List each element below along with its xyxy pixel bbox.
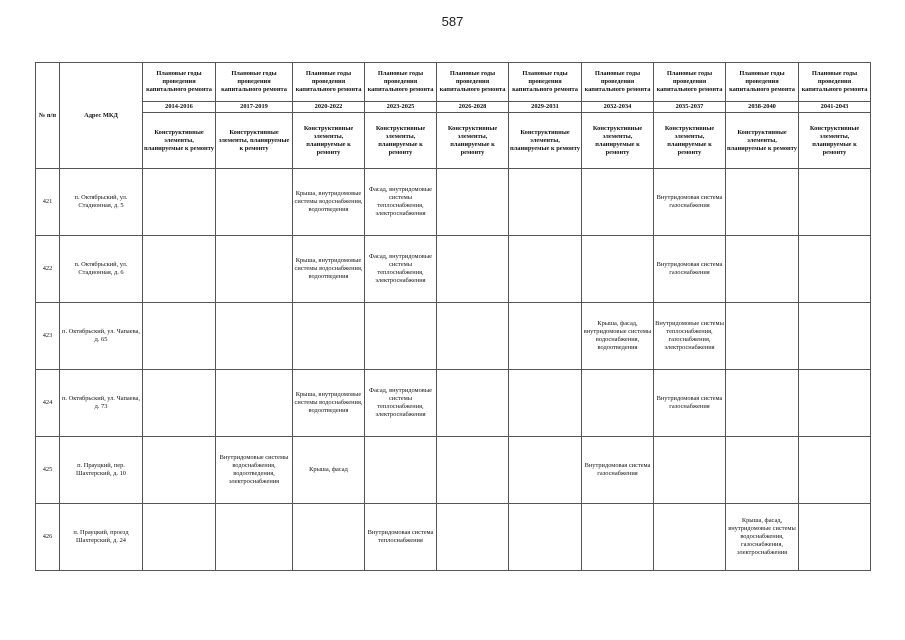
repair-elements-cell — [143, 504, 216, 571]
repair-elements-cell — [437, 169, 509, 236]
repair-elements-cell: Внутридомовые системы теплоснабжения, газоснабжения, электроснабжения — [654, 303, 726, 370]
repair-elements-cell: Внутридомовая система газоснабжения — [654, 169, 726, 236]
header-period-title: Плановые годы проведения капитального ремонта — [216, 63, 293, 102]
repair-elements-cell: Фасад, внутридомовые системы теплоснабжения, электроснабжения — [365, 236, 437, 303]
repair-elements-cell — [437, 236, 509, 303]
repair-elements-cell — [293, 303, 365, 370]
repair-elements-cell — [216, 370, 293, 437]
header-elements: Конструктивные элементы, планируемые к ремонту — [216, 113, 293, 169]
header-elements: Конструктивные элементы, планируемые к ремонту — [365, 113, 437, 169]
row-number: 424 — [36, 370, 60, 437]
repair-elements-cell — [799, 437, 871, 504]
repair-elements-cell — [509, 370, 582, 437]
repair-elements-cell: Крыша, фасад, внутридомовые системы водоснабжения, водоотведения — [582, 303, 654, 370]
header-years: 2017-2019 — [216, 102, 293, 113]
table-row — [36, 370, 871, 437]
repair-elements-cell — [799, 303, 871, 370]
header-period-title: Плановые годы проведения капитального ремонта — [437, 63, 509, 102]
repair-elements-cell — [143, 236, 216, 303]
repair-elements-cell — [582, 504, 654, 571]
table-row — [36, 169, 871, 236]
repair-elements-cell: Фасад, внутридомовые системы теплоснабжения, электроснабжения — [365, 169, 437, 236]
header-elements: Конструктивные элементы, планируемые к ремонту — [726, 113, 799, 169]
repair-elements-cell — [143, 303, 216, 370]
repair-elements-cell — [437, 370, 509, 437]
repair-elements-cell: Внутридомовая система газоснабжения — [654, 370, 726, 437]
repair-elements-cell — [582, 236, 654, 303]
repair-elements-cell — [582, 169, 654, 236]
repair-elements-cell: Крыша, фасад — [293, 437, 365, 504]
header-period-title: Плановые годы проведения капитального ремонта — [726, 63, 799, 102]
repair-elements-cell — [437, 504, 509, 571]
repair-elements-cell — [293, 504, 365, 571]
header-row-elements — [36, 113, 871, 169]
header-row-years — [36, 102, 871, 113]
table-row — [36, 437, 871, 504]
header-period-title: Плановые годы проведения капитального ремонта — [582, 63, 654, 102]
header-elements: Конструктивные элементы, планируемые к ремонту — [293, 113, 365, 169]
row-number: 423 — [36, 303, 60, 370]
row-number: 426 — [36, 504, 60, 571]
repair-elements-cell — [726, 303, 799, 370]
table-row — [36, 236, 871, 303]
repair-elements-cell: Внутридомовая система газоснабжения — [582, 437, 654, 504]
header-elements: Конструктивные элементы, планируемые к ремонту — [143, 113, 216, 169]
header-period-title: Плановые годы проведения капитального ремонта — [143, 63, 216, 102]
repair-elements-cell — [216, 303, 293, 370]
header-years: 2032-2034 — [582, 102, 654, 113]
header-years: 2023-2025 — [365, 102, 437, 113]
repair-elements-cell — [143, 169, 216, 236]
header-period-title: Плановые годы проведения капитального ремонта — [799, 63, 871, 102]
row-address: п. Октябрьский, ул. Стадионная, д. 6 — [60, 236, 143, 303]
row-address: п. Октябрьский, ул. Чапаева, д. 65 — [60, 303, 143, 370]
repair-elements-cell — [726, 437, 799, 504]
repair-elements-cell — [437, 437, 509, 504]
repair-elements-cell: Крыша, внутридомовые системы водоснабжения, водоотведения — [293, 370, 365, 437]
header-address: Адрес МКД — [60, 63, 143, 169]
repair-elements-cell — [216, 169, 293, 236]
capital-repair-table — [35, 62, 871, 571]
header-elements: Конструктивные элементы, планируемые к ремонту — [654, 113, 726, 169]
row-number: 422 — [36, 236, 60, 303]
repair-elements-cell — [799, 504, 871, 571]
repair-elements-cell — [726, 169, 799, 236]
header-elements: Конструктивные элементы, планируемые к ремонту — [437, 113, 509, 169]
header-years: 2035-2037 — [654, 102, 726, 113]
row-number: 421 — [36, 169, 60, 236]
repair-elements-cell — [365, 437, 437, 504]
repair-elements-cell — [216, 236, 293, 303]
header-years: 2029-2031 — [509, 102, 582, 113]
header-period-title: Плановые годы проведения капитального ремонта — [365, 63, 437, 102]
repair-elements-cell — [216, 504, 293, 571]
header-years: 2020-2022 — [293, 102, 365, 113]
header-num: № п/п — [36, 63, 60, 169]
page-number: 587 — [441, 14, 464, 29]
repair-elements-cell — [799, 370, 871, 437]
row-address: п. Октябрьский, ул. Стадионная, д. 5 — [60, 169, 143, 236]
repair-elements-cell — [143, 437, 216, 504]
repair-elements-cell: Крыша, внутридомовые системы водоснабжения, водоотведения — [293, 169, 365, 236]
repair-elements-cell — [799, 236, 871, 303]
header-years: 2014-2016 — [143, 102, 216, 113]
header-years: 2038-2040 — [726, 102, 799, 113]
repair-elements-cell — [509, 303, 582, 370]
repair-elements-cell — [509, 437, 582, 504]
repair-elements-cell: Крыша, внутридомовые системы водоснабжения, водоотведения — [293, 236, 365, 303]
repair-elements-cell — [654, 504, 726, 571]
repair-elements-cell — [509, 504, 582, 571]
table-row — [36, 504, 871, 571]
repair-elements-cell: Фасад, внутридомовые системы теплоснабжения, электроснабжения — [365, 370, 437, 437]
repair-elements-cell — [799, 169, 871, 236]
repair-elements-cell: Внутридомовая система газоснабжения — [654, 236, 726, 303]
repair-elements-cell: Крыша, фасад, внутридомовые системы водоснабжения, газоснабжения, электроснабжения — [726, 504, 799, 571]
repair-elements-cell: Внутридомовые системы водоснабжения, водоотведения, электроснабжения — [216, 437, 293, 504]
header-period-title: Плановые годы проведения капитального ремонта — [293, 63, 365, 102]
repair-elements-cell — [654, 437, 726, 504]
header-elements: Конструктивные элементы, планируемые к ремонту — [582, 113, 654, 169]
repair-elements-cell — [143, 370, 216, 437]
repair-elements-cell — [509, 236, 582, 303]
repair-elements-cell — [726, 370, 799, 437]
repair-elements-cell — [437, 303, 509, 370]
header-years: 2026-2028 — [437, 102, 509, 113]
repair-elements-cell — [582, 370, 654, 437]
row-address: п. Прауцкий, пер. Шахтерский, д. 10 — [60, 437, 143, 504]
header-period-title: Плановые годы проведения капитального ремонта — [509, 63, 582, 102]
row-address: п. Октябрьский, ул. Чапаева, д. 73 — [60, 370, 143, 437]
header-years: 2041-2043 — [799, 102, 871, 113]
repair-elements-cell — [509, 169, 582, 236]
header-row-top — [36, 63, 871, 102]
repair-elements-cell — [726, 236, 799, 303]
table-row — [36, 303, 871, 370]
repair-elements-cell: Внутридомовая система теплоснабжения — [365, 504, 437, 571]
row-address: п. Прауцкий, проезд Шахтерский, д. 24 — [60, 504, 143, 571]
header-period-title: Плановые годы проведения капитального ремонта — [654, 63, 726, 102]
row-number: 425 — [36, 437, 60, 504]
header-elements: Конструктивные элементы, планируемые к ремонту — [509, 113, 582, 169]
header-elements: Конструктивные элементы, планируемые к ремонту — [799, 113, 871, 169]
repair-elements-cell — [365, 303, 437, 370]
